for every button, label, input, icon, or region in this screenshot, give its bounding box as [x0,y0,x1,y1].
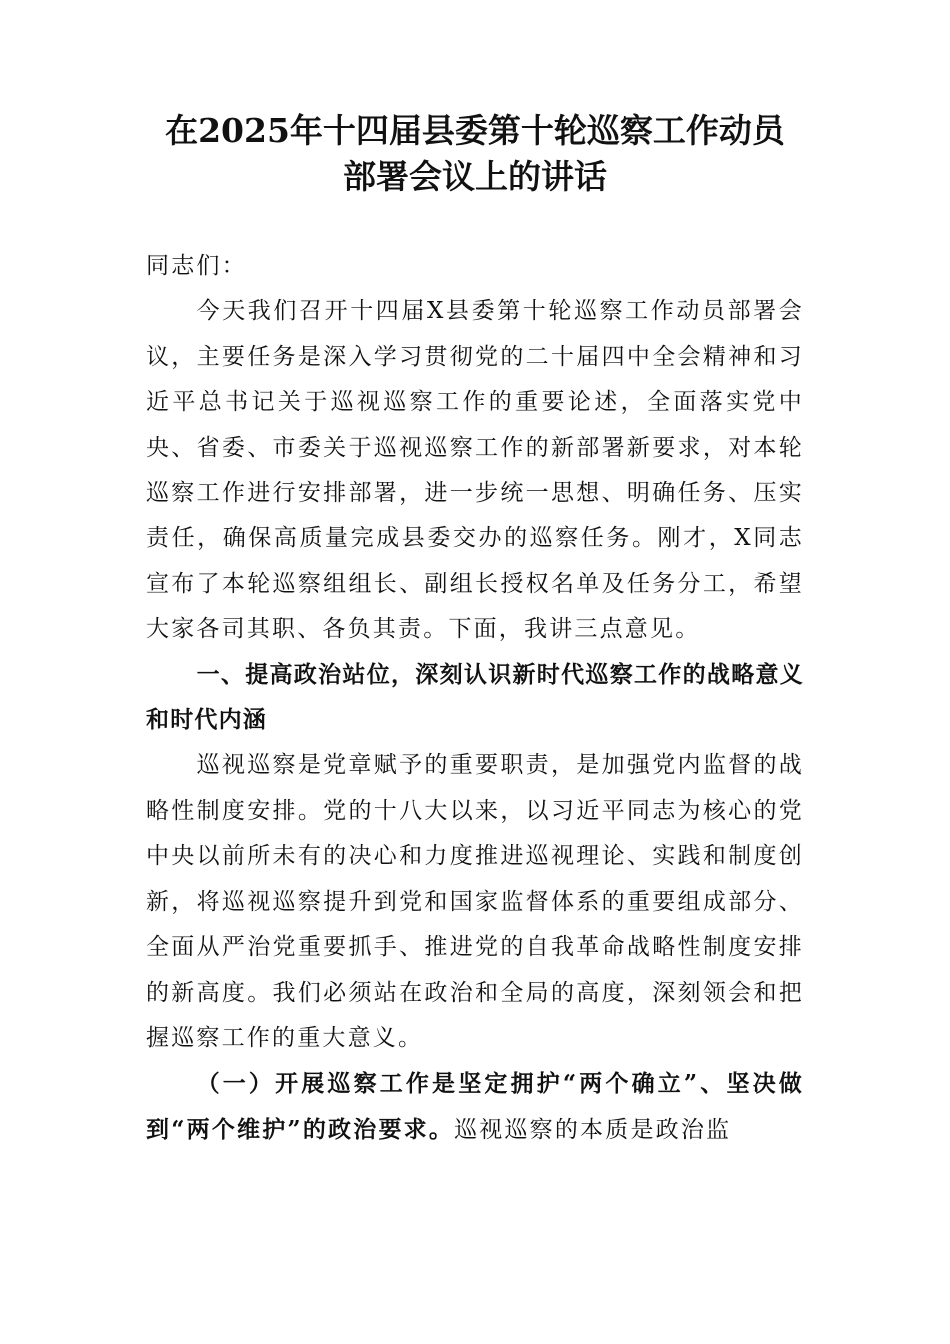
paragraph-section-1: 巡视巡察是党章赋予的重要职责，是加强党内监督的战略性制度安排。党的十八大以来，以习近平同志为核心的党中央以前所未有的决心和力度推进巡视理论、实践和制度创新，将巡视巡察提升到党和国家监督体系的重要组成部分、全面从严治党重要抓手、推进党的自我革命战略性制度安排的新高度。我们必须站在政治和全局的高度，深刻领会和把握巡察工作的重大意义。 [146,752,804,1051]
paragraph-subsection-1: 巡视巡察的本质是政治监 [454,1116,732,1143]
document-body [146,244,804,1153]
paragraph-intro: 今天我们召开十四届X县委第十轮巡察工作动员部署会议，主要任务是深入学习贯彻党的二十届四中全会精神和习近平总书记关于巡视巡察工作的重要论述，全面落实党中央、省委、市委关于巡视巡察工作的新部署新要求，对本轮巡察工作进行安排部署，进一步统一思想、明确任务、压实责任，确保高质量完成县委交办的巡察任务。刚才，X同志宣布了本轮巡察组组长、副组长授权名单及任务分工，希望大家各司其职、各负其责。下面，我讲三点意见。 [146,298,804,643]
title-line-2: 部署会议上的讲话 [343,157,607,196]
section-heading-1: 一、提高政治站位，深刻认识新时代巡察工作的战略意义和时代内涵 [146,661,804,734]
subheading-1 [146,1061,804,1153]
title-line-1: 在2025年十四届县委第十轮巡察工作动员 [165,111,785,150]
salutation: 同志们： [146,253,247,279]
document-title [134,108,816,200]
subheading-1-text: （一）开展巡察工作是坚定拥护“两个确立”、坚决做到“两个维护”的政治要求。 [146,1070,804,1143]
